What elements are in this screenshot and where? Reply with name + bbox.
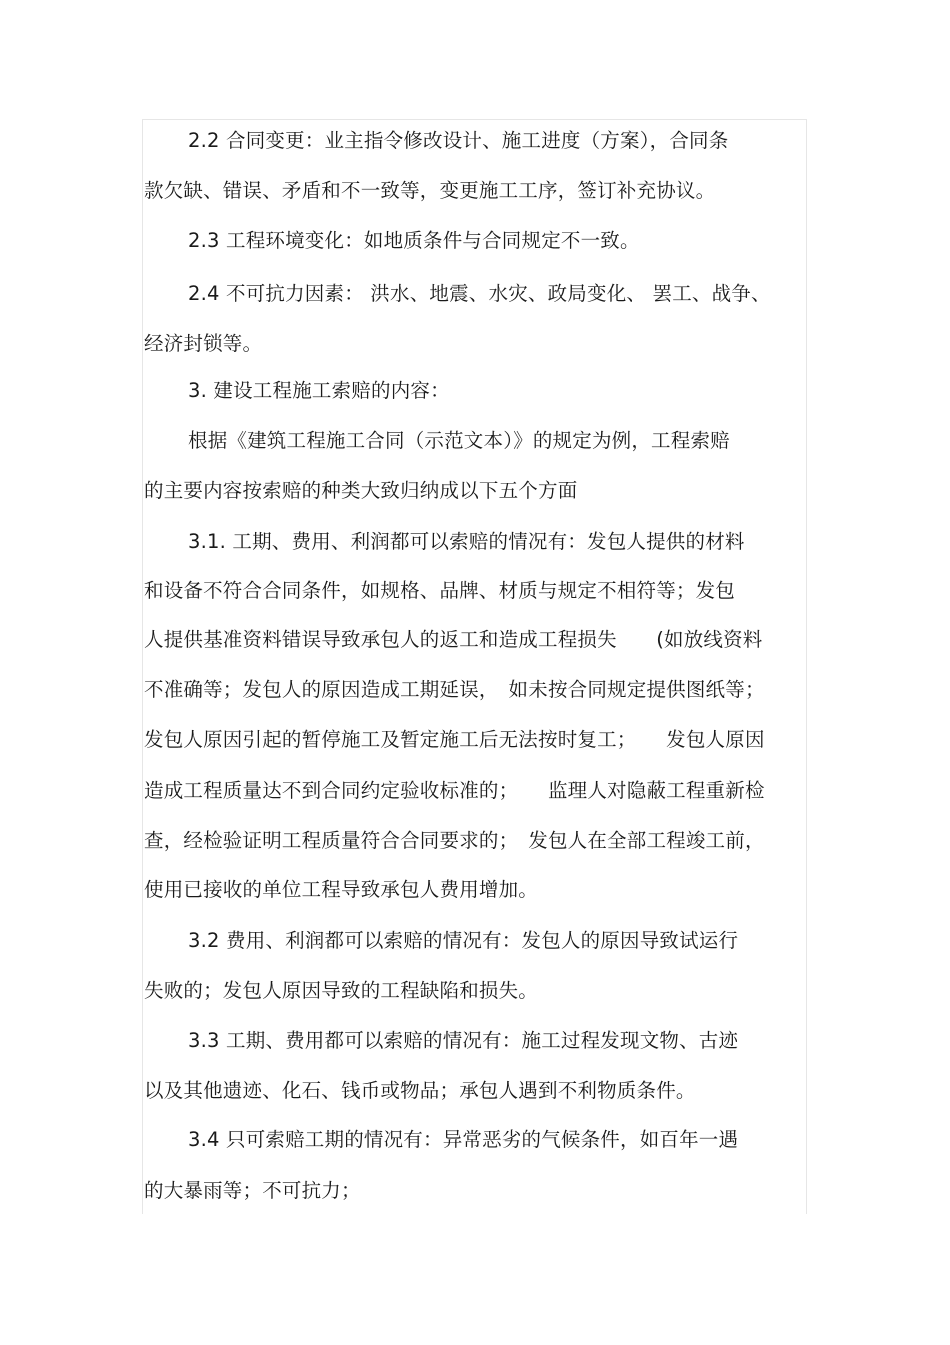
text-line: 使用已接收的单位工程导致承包人费用增加。 xyxy=(144,878,539,901)
text-line: 的主要内容按索赔的种类大致归纳成以下五个方面 xyxy=(144,479,578,502)
text-line: 2.4 不可抗力因素： 洪水、地震、水灾、政局变化、 罢工、战争、 xyxy=(188,282,771,305)
text-line: 以及其他遗迹、化石、钱币或物品；承包人遇到不利物质条件。 xyxy=(144,1079,696,1102)
text-line: 的大暴雨等；不可抗力； xyxy=(144,1179,361,1202)
text-line: 失败的；发包人原因导致的工程缺陷和损失。 xyxy=(144,979,539,1002)
section-heading: 3. 建设工程施工索赔的内容： xyxy=(188,379,450,402)
text-line: 2.2 合同变更：业主指令修改设计、施工进度（方案），合同条 xyxy=(188,129,729,152)
text-line: 经济封锁等。 xyxy=(144,332,263,355)
text-line: 和设备不符合合同条件，如规格、品牌、材质与规定不相符等；发包 xyxy=(144,579,736,602)
text-line: 发包人原因引起的暂停施工及暂定施工后无法按时复工； 发包人原因 xyxy=(144,728,765,751)
text-line: 人提供基准资料错误导致承包人的返工和造成工程损失 (如放线资料 xyxy=(144,628,763,651)
text-line: 3.1. 工期、费用、利润都可以索赔的情况有：发包人提供的材料 xyxy=(188,530,745,553)
text-line: 款欠缺、错误、矛盾和不一致等，变更施工工序，签订补充协议。 xyxy=(144,179,716,202)
text-line: 3.2 费用、利润都可以索赔的情况有：发包人的原因导致试运行 xyxy=(188,929,739,952)
text-line: 3.4 只可索赔工期的情况有：异常恶劣的气候条件，如百年一遇 xyxy=(188,1128,739,1151)
text-line: 查，经检验证明工程质量符合合同要求的； 发包人在全部工程竣工前， xyxy=(144,829,765,852)
text-line: 造成工程质量达不到合同约定验收标准的； 监理人对隐蔽工程重新检 xyxy=(144,779,765,802)
text-line: 3.3 工期、费用都可以索赔的情况有：施工过程发现文物、古迹 xyxy=(188,1029,739,1052)
text-line: 不准确等；发包人的原因造成工期延误， 如未按合同规定提供图纸等； xyxy=(144,678,765,701)
text-line: 2.3 工程环境变化：如地质条件与合同规定不一致。 xyxy=(188,229,640,252)
text-line: 根据《建筑工程施工合同（示范文本）》的规定为例，工程索赔 xyxy=(188,429,730,452)
